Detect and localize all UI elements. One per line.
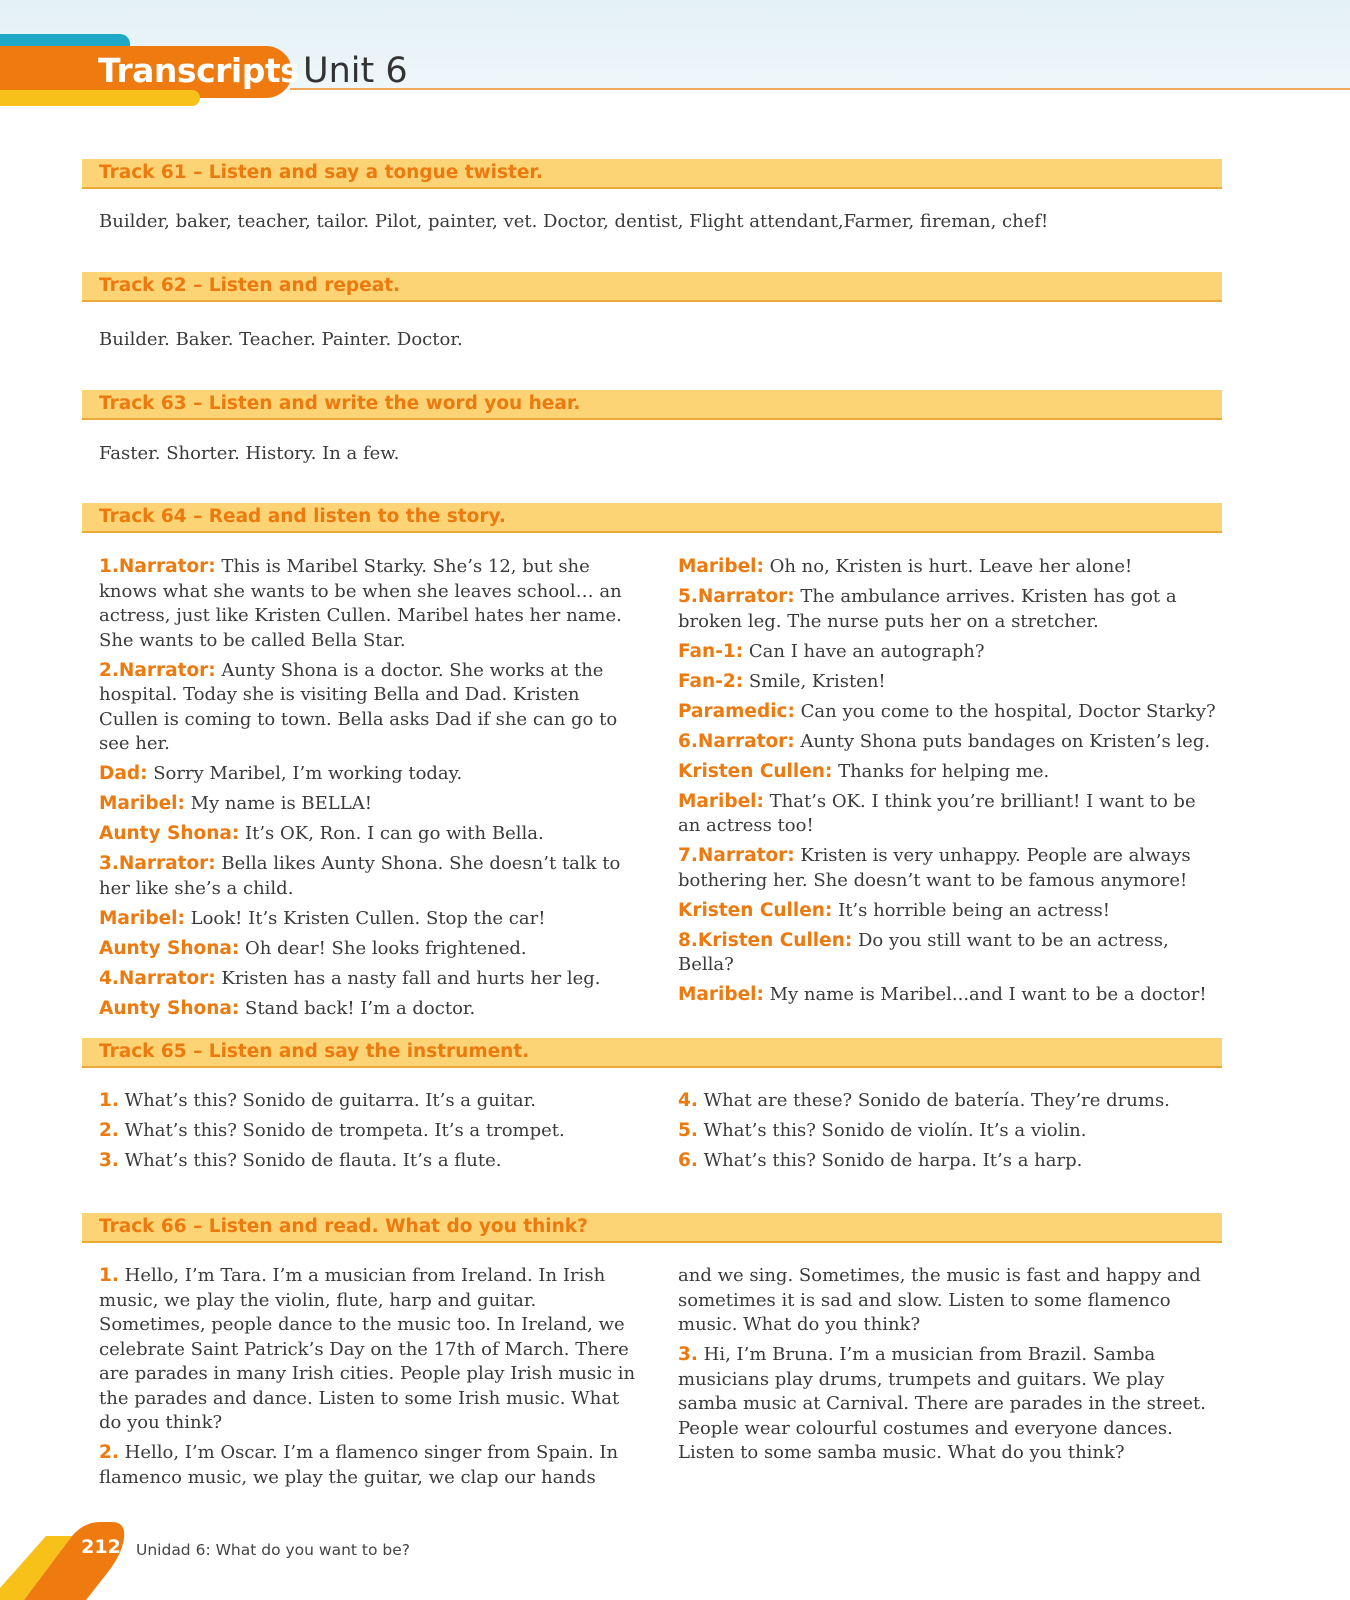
speaker-label: Maribel: xyxy=(678,984,764,1005)
line-text: Kristen is very unhappy. People are always bothering her. She doesn’t want to be famous anymore! xyxy=(678,845,1191,891)
speaker-label: 1.Narrator: xyxy=(99,556,216,577)
item-number: 4. xyxy=(678,1090,698,1111)
track-63-text: Faster. Shorter. History. In a few. xyxy=(99,443,400,464)
list-item xyxy=(99,1149,644,1174)
item-number: 5. xyxy=(678,1120,698,1141)
unit-label: Unit 6 xyxy=(303,51,408,91)
paragraph xyxy=(99,1441,644,1490)
page-title: Transcripts xyxy=(98,51,300,90)
speaker-label: Maribel: xyxy=(99,793,185,814)
dialogue-line xyxy=(99,937,644,962)
item-text: What’s this? Sonido de guitarra. It’s a guitar. xyxy=(118,1090,536,1111)
item-number: 3. xyxy=(99,1150,119,1171)
speaker-label: 4.Narrator: xyxy=(99,967,216,989)
line-text: Look! It’s Kristen Cullen. Stop the car! xyxy=(184,907,546,929)
track-66-header xyxy=(82,1213,1222,1243)
track-65-title: Track 65 – Listen and say the instrument. xyxy=(99,1041,530,1062)
speaker-label: Kristen Cullen: xyxy=(678,760,833,782)
speaker-label: Maribel: xyxy=(99,907,185,929)
dialogue-line xyxy=(99,792,644,817)
line-text: Oh dear! She looks frightened. xyxy=(239,937,527,959)
dialogue-line xyxy=(678,670,1223,695)
paragraph-text: Hello, I’m Tara. I’m a musician from Ireland. In Irish music, we play the violin, flute, harp and guitar. Sometimes, people dance to the music too. In Ireland, we celebrate Saint Patrick’s Day on the 17th of March. There are parades in many Irish cities. People play Irish music in the parades and dance. Listen to some Irish music. What do you think? xyxy=(99,1265,636,1433)
track-62-text: Builder. Baker. Teacher. Painter. Doctor. xyxy=(99,329,463,350)
item-text: What’s this? Sonido de violín. It’s a violin. xyxy=(697,1120,1087,1141)
speaker-label: 7.Narrator: xyxy=(678,845,795,866)
speaker-label: Dad: xyxy=(99,763,148,784)
track-63-title: Track 63 – Listen and write the word you hear. xyxy=(99,393,581,414)
track-62-header xyxy=(82,272,1222,302)
dialogue-line xyxy=(678,700,1223,725)
speaker-label: Kristen Cullen: xyxy=(678,899,833,921)
line-text: Bella likes Aunty Shona. She doesn’t talk to her like she’s a child. xyxy=(99,853,621,899)
line-text: Oh no, Kristen is hurt. Leave her alone! xyxy=(763,556,1133,577)
list-item xyxy=(678,1119,1223,1144)
track-64-left-column xyxy=(99,555,644,1027)
speaker-label: Aunty Shona: xyxy=(99,997,240,1019)
track-64-header xyxy=(82,503,1222,533)
item-number: 6. xyxy=(678,1150,698,1171)
line-text: Can you come to the hospital, Doctor Starky? xyxy=(794,700,1216,722)
speaker-label: Aunty Shona: xyxy=(99,937,240,959)
track-63-header xyxy=(82,390,1222,420)
line-text: Smile, Kristen! xyxy=(743,670,886,692)
page-number-badge xyxy=(0,1518,130,1600)
speaker-label: 8.Kristen Cullen: xyxy=(678,929,853,951)
line-text: My name is BELLA! xyxy=(184,793,372,814)
line-text: My name is Maribel...and I want to be a doctor! xyxy=(763,984,1207,1005)
line-text: Thanks for helping me. xyxy=(832,760,1050,782)
list-item xyxy=(99,1119,644,1144)
dialogue-line xyxy=(678,640,1223,665)
dialogue-line xyxy=(99,659,644,757)
dialogue-line xyxy=(99,822,644,847)
speaker-label: 3.Narrator: xyxy=(99,853,216,874)
speaker-label: 6.Narrator: xyxy=(678,730,795,752)
dialogue-line xyxy=(99,967,644,992)
track-61-title: Track 61 – Listen and say a tongue twister. xyxy=(99,162,543,183)
track-61-text: Builder, baker, teacher, tailor. Pilot, painter, vet. Doctor, dentist, Flight attendant,Farmer, fireman, chef! xyxy=(99,211,1049,232)
line-text: That’s OK. I think you’re brilliant! I want to be an actress too! xyxy=(678,790,1196,836)
dialogue-line xyxy=(678,983,1223,1008)
dialogue-line xyxy=(678,899,1223,924)
track-64-right-column xyxy=(678,555,1223,1013)
paragraph xyxy=(678,1343,1223,1466)
dialogue-line xyxy=(678,730,1223,755)
track-64-title: Track 64 – Read and listen to the story. xyxy=(99,506,506,527)
speaker-label: 5.Narrator: xyxy=(678,586,795,607)
list-item xyxy=(99,1089,644,1114)
line-text: This is Maribel Starky. She’s 12, but she knows what she wants to be when she leaves school… an actress, just like Kristen Cullen. Maribel hates her name. She wants to be called Bella Star. xyxy=(99,556,622,651)
paragraph-text: Hello, I’m Oscar. I’m a flamenco singer from Spain. In flamenco music, we play the guitar, we clap our hands xyxy=(99,1442,619,1488)
list-item xyxy=(678,1089,1223,1114)
dialogue-line xyxy=(99,762,644,787)
page-number: 212 xyxy=(81,1536,121,1558)
speaker-label: Fan-2: xyxy=(678,670,744,692)
speaker-label: Aunty Shona: xyxy=(99,823,240,844)
speaker-label: Fan-1: xyxy=(678,640,744,662)
dialogue-line xyxy=(678,790,1223,839)
line-text: It’s horrible being an actress! xyxy=(832,899,1110,921)
dialogue-line xyxy=(678,555,1223,580)
footer-chapter-title: Unidad 6: What do you want to be? xyxy=(136,1541,410,1559)
track-65-left-column xyxy=(99,1089,644,1179)
dialogue-line xyxy=(678,585,1223,634)
track-66-left-column xyxy=(99,1264,644,1496)
line-text: Aunty Shona is a doctor. She works at the hospital. Today she is visiting Bella and Dad. Kristen Cullen is coming to town. Bella asks Dad if she can go to see her. xyxy=(99,659,618,754)
line-text: Kristen has a nasty fall and hurts her leg. xyxy=(215,967,601,989)
item-number: 1. xyxy=(99,1090,119,1111)
line-text: Can I have an autograph? xyxy=(743,640,985,662)
line-text: Aunty Shona puts bandages on Kristen’s leg. xyxy=(794,730,1211,752)
item-text: What’s this? Sonido de flauta. It’s a flute. xyxy=(118,1150,502,1171)
dialogue-line xyxy=(99,997,644,1022)
paragraph xyxy=(99,1264,644,1436)
dialogue-line xyxy=(99,852,644,901)
item-text: What’s this? Sonido de trompeta. It’s a trompet. xyxy=(118,1120,565,1141)
track-66-right-column xyxy=(678,1264,1223,1471)
item-number: 1. xyxy=(99,1265,119,1286)
list-item xyxy=(678,1149,1223,1174)
line-text: It’s OK, Ron. I can go with Bella. xyxy=(239,823,544,844)
item-text: What are these? Sonido de batería. They’re drums. xyxy=(697,1090,1170,1111)
track-65-header xyxy=(82,1038,1222,1068)
paragraph-text: and we sing. Sometimes, the music is fast and happy and sometimes it is sad and slow. Listen to some flamenco music. What do you think? xyxy=(678,1265,1201,1335)
paragraph xyxy=(678,1264,1223,1338)
track-66-title: Track 66 – Listen and read. What do you think? xyxy=(99,1216,588,1237)
dialogue-line xyxy=(99,907,644,932)
dialogue-line xyxy=(678,844,1223,893)
header-divider xyxy=(290,88,1350,90)
track-62-title: Track 62 – Listen and repeat. xyxy=(99,275,401,296)
speaker-label: Paramedic: xyxy=(678,700,795,722)
track-65-right-column xyxy=(678,1089,1223,1179)
line-text: Stand back! I’m a doctor. xyxy=(239,997,476,1019)
paragraph-text: Hi, I’m Bruna. I’m a musician from Brazil. Samba musicians play drums, trumpets and guitars. We play samba music at Carnival. There are parades in the street. People wear colourful costumes and everyone dances. Listen to some samba music. What do you think? xyxy=(678,1344,1206,1463)
speaker-label: Maribel: xyxy=(678,790,764,812)
item-number: 3. xyxy=(678,1344,698,1365)
item-text: What’s this? Sonido de harpa. It’s a harp. xyxy=(697,1150,1083,1171)
speaker-label: Maribel: xyxy=(678,556,764,577)
item-number: 2. xyxy=(99,1442,119,1463)
track-61-header xyxy=(82,159,1222,189)
line-text: Do you still want to be an actress, Bella? xyxy=(678,929,1169,975)
dialogue-line xyxy=(678,760,1223,785)
dialogue-line xyxy=(678,929,1223,978)
line-text: The ambulance arrives. Kristen has got a broken leg. The nurse puts her on a stretcher. xyxy=(678,586,1177,632)
speaker-label: 2.Narrator: xyxy=(99,659,216,681)
item-number: 2. xyxy=(99,1120,119,1141)
line-text: Sorry Maribel, I’m working today. xyxy=(147,763,463,784)
dialogue-line xyxy=(99,555,644,653)
